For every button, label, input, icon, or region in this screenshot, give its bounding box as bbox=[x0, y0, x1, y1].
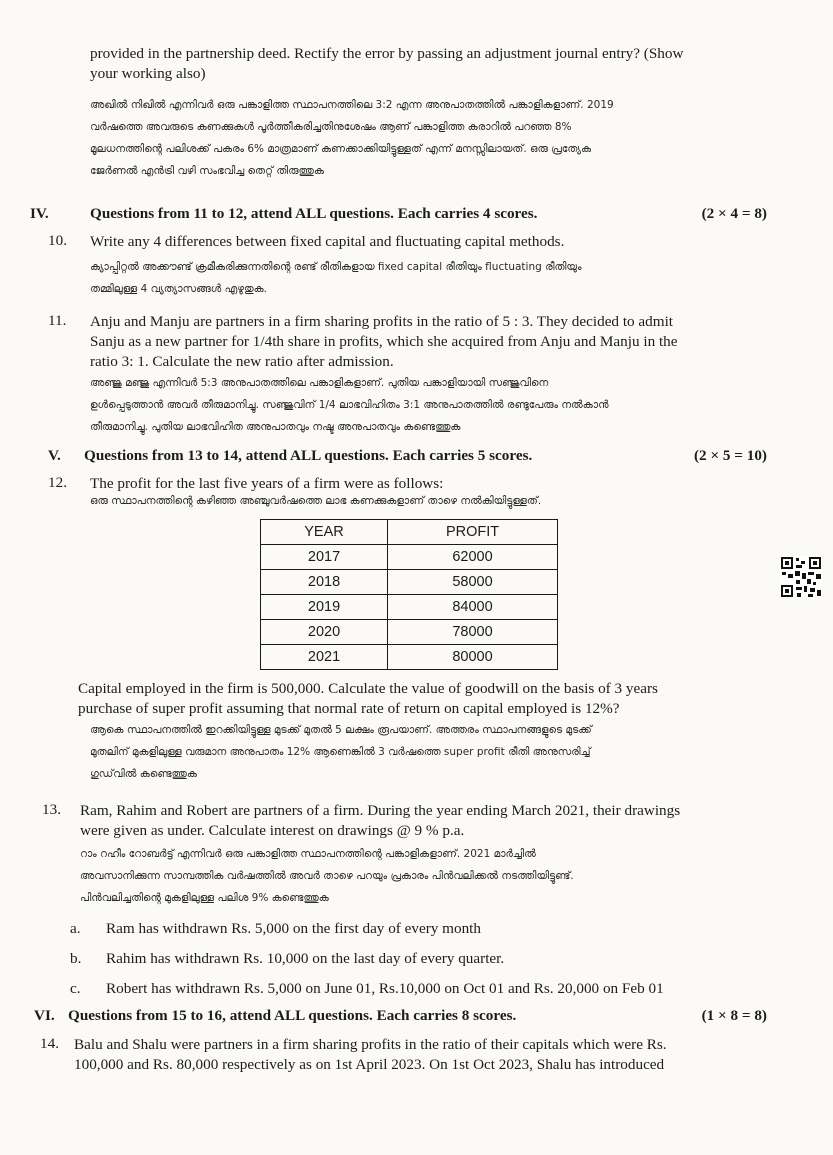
text-line: ക്യാപ്പിറ്റൽ അക്കൗണ്ട് ക്രമീകരിക്കുന്നതിന്റെ രണ്ട് രീതികളായ fixed capital രീതിയും fluctuating രീതിയും bbox=[90, 261, 582, 273]
text-line: ജേർണൽ എൻട്രി വഴി സംഭവിച്ച തെറ്റ് തിരുത്തുക bbox=[90, 165, 324, 177]
table-header-year: YEAR bbox=[261, 520, 388, 545]
table-row bbox=[261, 595, 558, 620]
question-13-malayalam bbox=[80, 843, 574, 909]
text-line: Balu and Shalu were partners in a firm sharing profits in the ratio of their capitals which were Rs. bbox=[74, 1036, 667, 1053]
intro-question-text bbox=[90, 44, 683, 84]
table-cell: 2017 bbox=[261, 545, 388, 570]
text-line: Capital employed in the firm is 500,000. Calculate the value of goodwill on the basis of 3 years bbox=[78, 680, 658, 697]
text-line: your working also) bbox=[90, 65, 206, 82]
section-score: (1 × 8 = 8) bbox=[701, 1007, 767, 1024]
option-text: Rahim has withdrawn Rs. 10,000 on the last day of every quarter. bbox=[106, 950, 505, 967]
text-line: Sanju as a new partner for 1/4th share in profits, which she acquired from Anju and Manju in the bbox=[90, 333, 678, 350]
question-number: 13. bbox=[42, 801, 61, 818]
text-line: ഒരു സ്ഥാപനത്തിന്റെ കഴിഞ്ഞ അഞ്ചുവർഷത്തെ ലാഭ കണക്കുകളാണ് താഴെ നൽകിയിട്ടുള്ളത്. bbox=[90, 495, 542, 507]
table-cell: 78000 bbox=[388, 620, 558, 645]
question-12-capital-malayalam bbox=[90, 719, 592, 785]
text-line: അഖിൽ നിഖിൽ എന്നിവർ ഒരു പങ്കാളിത്ത സ്ഥാപനത്തിലെ 3:2 എന്ന അനുപാതത്തിൽ പങ്കാളികളാണ്. 2019 bbox=[90, 99, 614, 111]
section-iv-heading bbox=[30, 205, 767, 227]
table-cell: 80000 bbox=[388, 645, 558, 670]
option-text: Robert has withdrawn Rs. 5,000 on June 01, Rs.10,000 on Oct 01 and Rs. 20,000 on Feb 01 bbox=[106, 980, 664, 997]
section-title: Questions from 13 to 14, attend ALL questions. Each carries 5 scores. bbox=[84, 447, 533, 464]
text-line: Write any 4 differences between fixed capital and fluctuating capital methods. bbox=[90, 233, 565, 250]
option-label: c. bbox=[70, 980, 81, 997]
question-12-malayalam bbox=[90, 490, 541, 512]
table-cell: 2021 bbox=[261, 645, 388, 670]
table-row bbox=[261, 620, 558, 645]
intro-malayalam-text bbox=[90, 94, 614, 182]
section-number: VI. bbox=[34, 1007, 55, 1024]
table-row bbox=[261, 645, 558, 670]
option-text: Ram has withdrawn Rs. 5,000 on the first day of every month bbox=[106, 920, 481, 937]
text-line: were given as under. Calculate interest on drawings @ 9 % p.a. bbox=[80, 822, 465, 839]
text-line: ഉൾപ്പെടുത്താൻ അവർ തീരുമാനിച്ചു. സഞ്ജുവിന് 1/4 ലാഭവിഹിതം 3:1 അനുപാതത്തിൽ രണ്ടുപേരും നൽകാൻ bbox=[90, 399, 609, 411]
text-line: 100,000 and Rs. 80,000 respectively as on 1st April 2023. On 1st Oct 2023, Shalu has introduced bbox=[74, 1056, 665, 1073]
section-title: Questions from 15 to 16, attend ALL questions. Each carries 8 scores. bbox=[68, 1007, 517, 1024]
question-13-text bbox=[80, 801, 680, 841]
text-line: ആകെ സ്ഥാപനത്തിൽ ഇറക്കിയിട്ടുള്ള മുടക്ക് മുതൽ 5 ലക്ഷം രൂപയാണ്. അത്തരം സ്ഥാപനങ്ങളുടെ മുടക്ക് bbox=[90, 724, 592, 736]
section-title: Questions from 11 to 12, attend ALL questions. Each carries 4 scores. bbox=[90, 205, 538, 222]
text-line: provided in the partnership deed. Rectify the error by passing an adjustment journal entry? (Show bbox=[90, 45, 684, 62]
text-line: വർഷത്തെ അവരുടെ കണക്കുകൾ പൂർത്തീകരിച്ചതിനുശേഷം ആണ് പങ്കാളിത്ത കരാറിൽ പറഞ്ഞ 8% bbox=[90, 121, 572, 133]
question-11-malayalam bbox=[90, 372, 609, 438]
question-14-text bbox=[74, 1035, 667, 1075]
section-vi-heading bbox=[30, 1007, 767, 1029]
table-row bbox=[261, 570, 558, 595]
section-number: V. bbox=[48, 447, 61, 464]
qr-code-icon bbox=[780, 556, 822, 598]
section-number: IV. bbox=[30, 205, 49, 222]
question-number: 11. bbox=[48, 312, 67, 329]
text-line: മുതലിന് മുകളിലുള്ള വരുമാന അനുപാതം 12% ആണെങ്കിൽ 3 വർഷത്തെ super profit രീതി അനുസരിച്ച് bbox=[90, 746, 591, 758]
text-line: റാം റഹീം റോബർട്ട് എന്നിവർ ഒരു പങ്കാളിത്ത സ്ഥാപനത്തിന്റെ പങ്കാളികളാണ്. 2021 മാർച്ചിൽ bbox=[80, 848, 536, 860]
text-line: തീരുമാനിച്ചു. പുതിയ ലാഭവിഹിത അനുപാതവും നഷ്ട അനുപാതവും കണ്ടെത്തുക bbox=[90, 421, 461, 433]
table-cell: 84000 bbox=[388, 595, 558, 620]
text-line: മൂലധനത്തിന്റെ പലിശക്ക് പകരം 6% മാത്രമാണ് കണക്കാക്കിയിട്ടുള്ളത് എന്ന് മനസ്സിലായത്. ഒരു പ്രത്യേക bbox=[90, 143, 591, 155]
table-cell: 2020 bbox=[261, 620, 388, 645]
section-score: (2 × 4 = 8) bbox=[701, 205, 767, 222]
text-line: ഗുഡ്‌വിൽ കണ്ടെത്തുക bbox=[90, 768, 197, 780]
text-line: അഞ്ജു മഞ്ജു എന്നിവർ 5:3 അനുപാതത്തിലെ പങ്കാളികളാണ്. പുതിയ പങ്കാളിയായി സഞ്ജുവിനെ bbox=[90, 377, 549, 389]
text-line: purchase of super profit assuming that normal rate of return on capital employed is 12%? bbox=[78, 700, 620, 717]
text-line: Ram, Rahim and Robert are partners of a firm. During the year ending March 2021, their drawings bbox=[80, 802, 681, 819]
text-line: ratio 3: 1. Calculate the new ratio after admission. bbox=[90, 353, 394, 370]
table-row bbox=[261, 545, 558, 570]
question-number: 12. bbox=[48, 474, 67, 491]
table-cell: 2019 bbox=[261, 595, 388, 620]
question-12-capital-text bbox=[78, 679, 658, 719]
table-cell: 2018 bbox=[261, 570, 388, 595]
table-cell: 58000 bbox=[388, 570, 558, 595]
question-number: 10. bbox=[48, 232, 67, 249]
question-11-text bbox=[90, 312, 678, 372]
table-header-profit: PROFIT bbox=[388, 520, 558, 545]
text-line: The profit for the last five years of a firm were as follows: bbox=[90, 475, 444, 492]
section-score: (2 × 5 = 10) bbox=[694, 447, 767, 464]
table-cell: 62000 bbox=[388, 545, 558, 570]
text-line: പിൻവലിച്ചതിന്റെ മുകളിലുള്ള പലിശ 9% കണ്ടെത്തുക bbox=[80, 892, 329, 904]
text-line: Anju and Manju are partners in a firm sharing profits in the ratio of 5 : 3. They decided to admit bbox=[90, 313, 674, 330]
question-10-malayalam bbox=[90, 256, 582, 300]
profit-table bbox=[260, 519, 558, 670]
text-line: അവസാനിക്കുന്ന സാമ്പത്തിക വർഷത്തിൽ അവർ താഴെ പറയും പ്രകാരം പിൻവലിക്കൽ നടത്തിയിട്ടുണ്ട്. bbox=[80, 870, 574, 882]
option-label: b. bbox=[70, 950, 82, 967]
question-number: 14. bbox=[40, 1035, 59, 1052]
question-10-text bbox=[90, 232, 564, 252]
table-header-row bbox=[261, 520, 558, 545]
option-label: a. bbox=[70, 920, 81, 937]
text-line: തമ്മിലുള്ള 4 വ്യത്യാസങ്ങൾ എഴുതുക. bbox=[90, 283, 267, 295]
section-v-heading bbox=[30, 447, 767, 469]
